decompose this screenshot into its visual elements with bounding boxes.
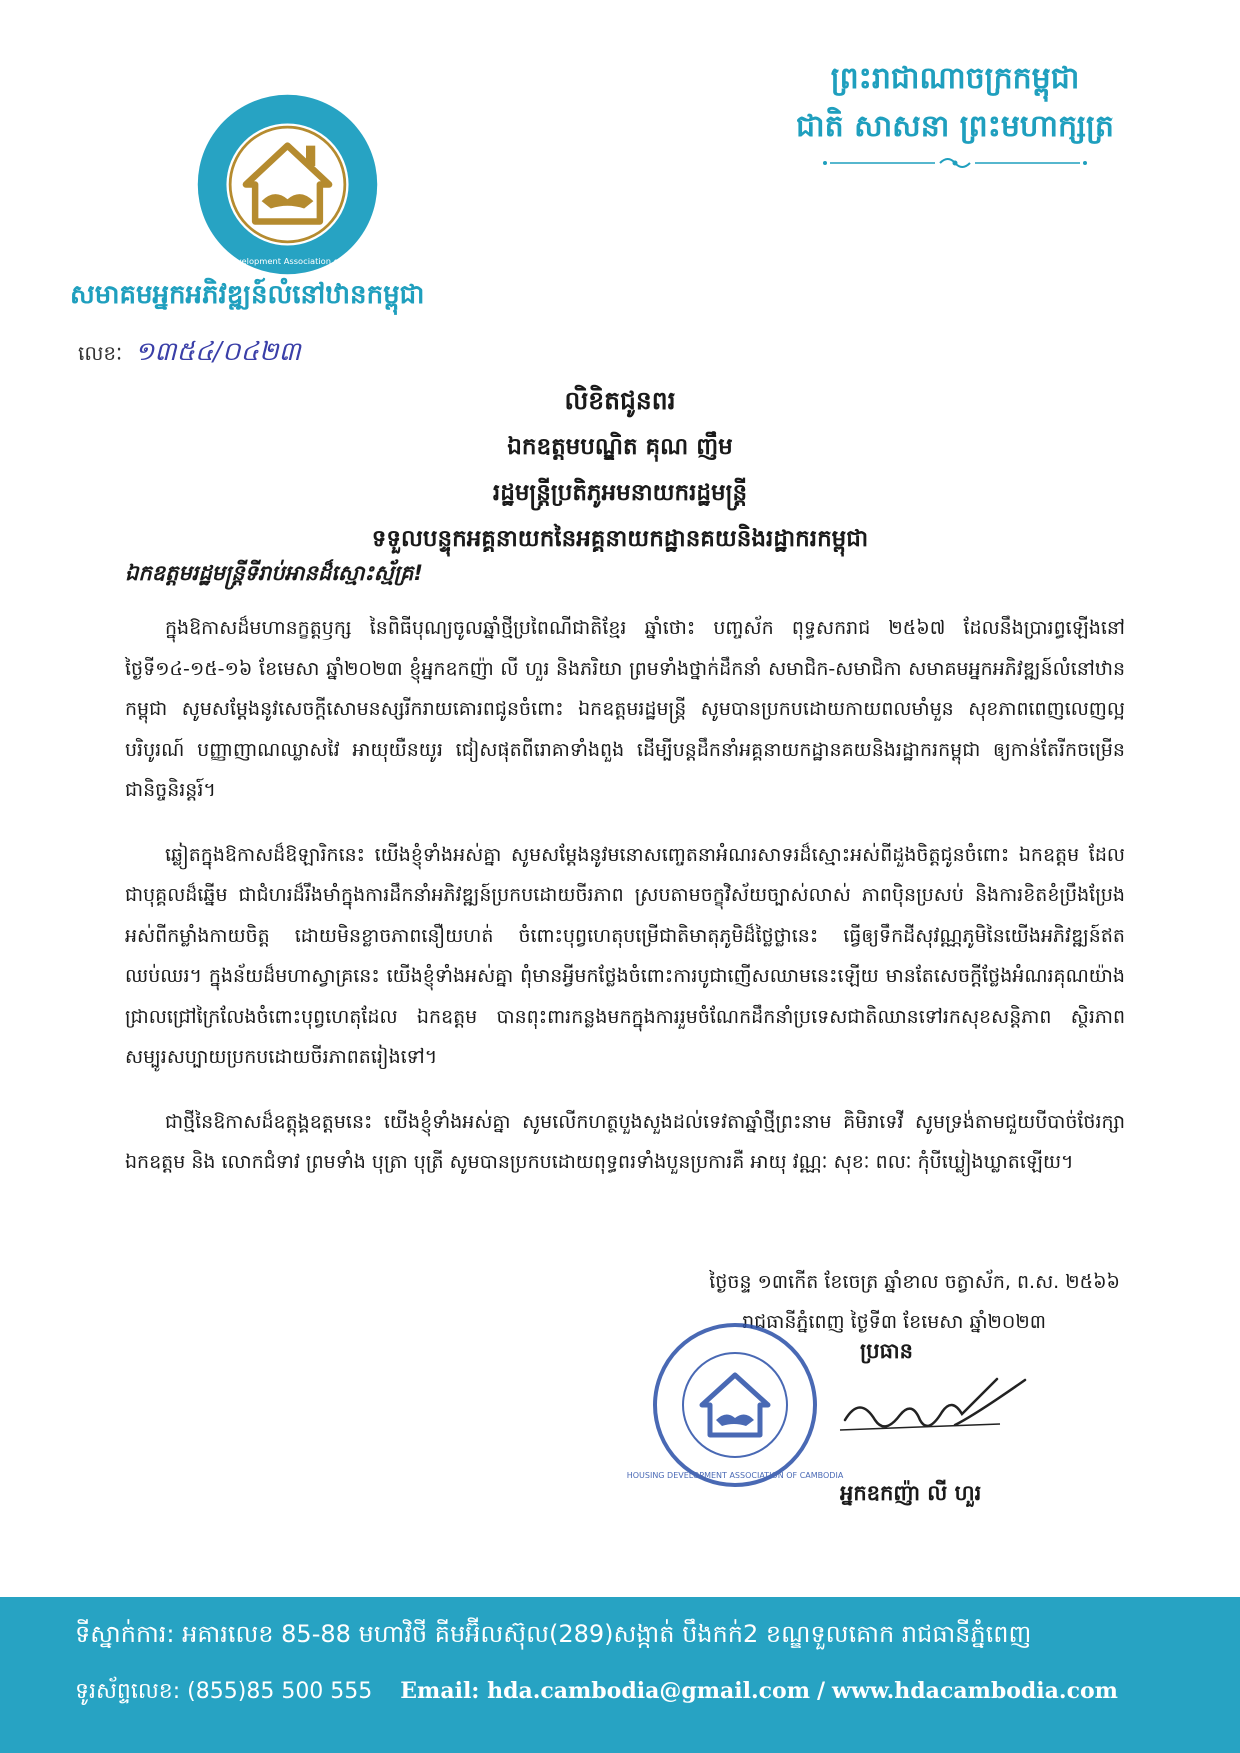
contact-separator: / <box>817 1678 826 1704</box>
ref-number: ១៣៥៤/០៤២៣ <box>134 337 301 367</box>
letter-body <box>125 608 1125 1183</box>
reference-line <box>78 335 301 373</box>
addressee-title: រដ្ឋមន្ត្រីប្រតិភូអមនាយករដ្ឋមន្ត្រី <box>492 480 748 506</box>
kingdom-name: ព្រះរាជាណាចក្រកម្ពុជា <box>830 61 1080 96</box>
footer-address: ទីស្នាក់ការ: អគារលេខ 85-88 មហាវិថី គីមអ៊ីលស៊ុល(289)សង្កាត់ បឹងកក់2 ខណ្ឌទួលគោក រាជធានីភ្នំពេញ <box>75 1620 1032 1648</box>
ref-label: លេខៈ <box>78 341 123 365</box>
nation-motto: ជាតិ សាសនា ព្រះមហាក្សត្រ <box>796 109 1114 144</box>
kingdom-motto <box>770 55 1140 175</box>
salutation: ឯកឧត្តមរដ្ឋមន្ត្រីទីរាប់អានដ៏ស្មោះស្ម័គ្រ! <box>125 561 423 585</box>
organization-name: សមាគមអ្នកអភិវឌ្ឍន៍លំនៅឋានកម្ពុជា <box>70 280 425 310</box>
lunar-date: ថ្ងៃចន្ទ ១៣កើត ខែចេត្រ ឆ្នាំខាល ចត្វាស័ក, ព.ស. ២៥៦៦ <box>709 1271 1120 1293</box>
signer-title: ប្រធាន <box>860 1339 913 1363</box>
official-stamp <box>626 1320 844 1490</box>
ornament-divider <box>770 155 1140 171</box>
solar-date: រាជធានីភ្នំពេញ ថ្ងៃទី៣ ខែមេសា ឆ្នាំ២០២៣ <box>742 1311 1046 1333</box>
hda-logo <box>188 92 387 277</box>
phone-label: ទូរស័ព្ទលេខ: <box>75 1679 181 1704</box>
footer-contact <box>75 1677 1215 1709</box>
letter-heading: លិខិតជូនពរ <box>564 386 676 415</box>
handwritten-signature <box>835 1370 1035 1450</box>
body-paragraph-3: ជាថ្មីនៃឱកាសដ៏ឧត្តុង្គឧត្តមនេះ យើងខ្ញុំទាំងអស់គ្នា សូមលើកហត្ថបួងសួងដល់ទេវតាឆ្នាំថ្មីព្រះនាម គិមិរាទេវី សូមទ្រង់តាមជួយបីបាច់ថែរក្សា ឯកឧត្តម និង លោកជំទាវ ព្រមទាំង បុត្រា បុត្រី សូមបានប្រកបដោយពុទ្ធពរទាំងបួនប្រការគឺ អាយុ វណ្ណៈ សុខៈ ពលៈ កុំបីឃ្លៀងឃ្លាតឡើយ។ <box>125 1110 1125 1173</box>
addressee-role: ទទួលបន្ទុកអគ្គនាយកនៃអគ្គនាយកដ្ឋានគយនិងរដ្ឋាករកម្ពុជា <box>371 526 869 552</box>
logo-caption: Housing Development Association of Cambodia <box>188 256 387 267</box>
footer-bar <box>0 1597 1240 1753</box>
body-paragraph-2: ឆ្លៀតក្នុងឱកាសដ៏ឱឡារិកនេះ យើងខ្ញុំទាំងអស់គ្នា សូមសម្តែងនូវមនោសញ្ចេតនាអំណរសាទរដ៏ស្មោះអស់ពីដួងចិត្តជូនចំពោះ ឯកឧត្តម ដែលជាបុគ្គលដ៏ឆ្នើម ជាជំហរដ៏រឹងមាំក្នុងការដឹកនាំអភិវឌ្ឍន៍ប្រកបដោយចីរភាព ស្របតាមចក្ខុវិស័យច្បាស់លាស់ ភាពប៉ិនប្រសប់ និងការខិតខំប្រឹងប្រែងអស់ពីកម្លាំងកាយចិត្ត ដោយមិនខ្លាចភាពនឿយហត់ ចំពោះបុព្វហេតុបម្រើជាតិមាតុភូមិដ៏ថ្លៃថ្លានេះ ធ្វើឲ្យទឹកដីសុវណ្ណភូមិនៃយើងអភិវឌ្ឍន៍ឥតឈប់ឈរ។ ក្នុងន័យដ៏មហាស្វាគ្រនេះ យើងខ្ញុំទាំងអស់គ្នា ពុំមានអ្វីមកថ្លែងចំពោះការបូជាញើសឈាមនេះឡើយ មានតែសេចក្តីថ្លែងអំណរគុណយ៉ាងជ្រាលជ្រៅក្រៃលែងចំពោះបុព្វហេតុដែល ឯកឧត្តម បានពុះពារកន្លងមកក្នុងការរួមចំណែកដឹកនាំប្រទេសជាតិឈានទៅរកសុខសន្តិភាព ស្ថិរភាព សម្បូរសប្បាយប្រកបដោយចីរភាពតរៀងទៅ។ <box>125 843 1125 1068</box>
website-link[interactable]: www.hdacambodia.com <box>832 1678 1118 1704</box>
stamp-caption: HOUSING DEVELOPMENT ASSOCIATION OF CAMBODIA <box>626 1471 844 1480</box>
email-link[interactable]: Email: hda.cambodia@gmail.com <box>400 1678 810 1704</box>
addressee-name: ឯកឧត្តមបណ្ឌិត គុណ ញឹម <box>507 434 733 460</box>
addressee-block <box>180 378 1060 562</box>
phone-number: (855)85 500 555 <box>187 1679 373 1704</box>
signer-name: អ្នកឧកញ៉ា លី ហួរ <box>840 1481 982 1505</box>
date-block <box>560 1262 1120 1342</box>
body-paragraph-1: ក្នុងឱកាសដ៏មហានក្ខត្តឫក្ស នៃពិធីបុណ្យចូលឆ្នាំថ្មីប្រពៃណីជាតិខ្មែរ ឆ្នាំថោះ បញ្ចស័ក ពុទ្ធសករាជ ២៥៦៧ ដែលនឹងប្រារព្ធឡើងនៅថ្ងៃទី១៤-១៥-១៦ ខែមេសា ឆ្នាំ២០២៣ ខ្ញុំអ្នកឧកញ៉ា លី ហួរ និងភរិយា ព្រមទាំងថ្នាក់ដឹកនាំ សមាជិក-សមាជិកា សមាគមអ្នកអភិវឌ្ឍន៍លំនៅឋានកម្ពុជា សូមសម្តែងនូវសេចក្តីសោមនស្សរីករាយគោរពជូនចំពោះ ឯកឧត្តមរដ្ឋមន្ត្រី សូមបានប្រកបដោយកាយពលមាំមួន សុខភាពពេញលេញល្អបរិបូរណ៍ បញ្ញាញាណឈ្លាសវៃ អាយុយឺនយូរ ជៀសផុតពីរោគាទាំងពួង ដើម្បីបន្តដឹកនាំអគ្គនាយកដ្ឋានគយនិងរដ្ឋាករកម្ពុជា ឲ្យកាន់តែរីកចម្រើនជានិច្ចនិរន្តរ៍។ <box>125 617 1125 801</box>
